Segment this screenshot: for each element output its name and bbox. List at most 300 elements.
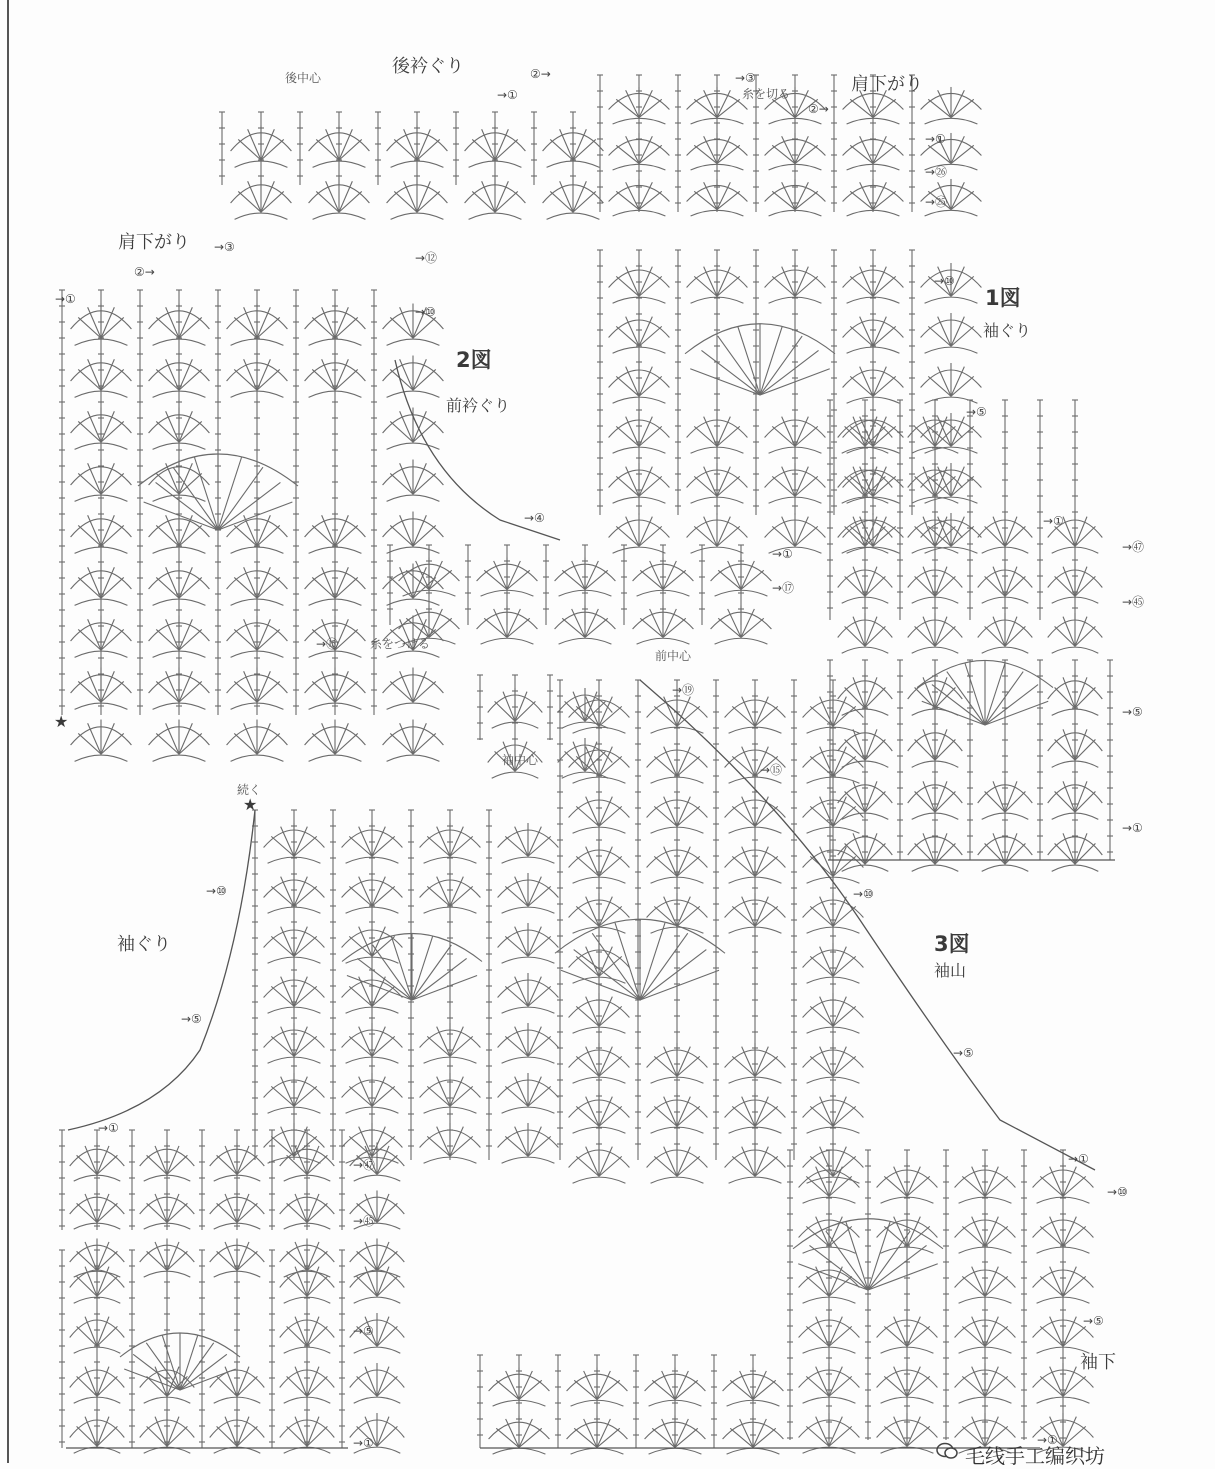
stitch-stroke bbox=[962, 1276, 985, 1296]
stitch-stroke bbox=[616, 326, 639, 346]
stitch-stroke bbox=[755, 856, 778, 876]
stitch-stroke bbox=[865, 687, 885, 708]
stitch-column bbox=[674, 680, 680, 1160]
stitch-stroke bbox=[677, 1156, 700, 1176]
stitch-column bbox=[252, 810, 258, 1160]
row-number: →⑮ bbox=[760, 763, 783, 777]
stitch-stroke bbox=[884, 1426, 907, 1446]
stitch-column bbox=[621, 545, 627, 625]
stitch-column bbox=[831, 250, 837, 515]
stitch-stroke bbox=[496, 1380, 519, 1399]
stitch-column bbox=[339, 1250, 345, 1448]
stitch-stroke bbox=[1063, 1376, 1086, 1396]
stitch-stroke bbox=[294, 836, 317, 856]
stitch-stroke bbox=[271, 986, 294, 1006]
stitch-column bbox=[129, 1130, 135, 1230]
stitch-stroke bbox=[599, 1056, 622, 1076]
label-attach-yarn: 糸をつける bbox=[370, 637, 431, 651]
stitch-stroke bbox=[1055, 576, 1075, 596]
stitch-column bbox=[465, 545, 471, 625]
stitch-stroke bbox=[237, 1426, 257, 1446]
stitch-column bbox=[967, 660, 973, 860]
stitch-stroke bbox=[257, 629, 280, 650]
chain-arc bbox=[925, 297, 978, 303]
stitch-stroke bbox=[732, 856, 755, 876]
stitch-stroke bbox=[77, 1376, 97, 1396]
chain-arc bbox=[649, 1448, 702, 1454]
stitch-column bbox=[516, 1355, 522, 1448]
stitch-stroke bbox=[576, 856, 599, 876]
chain-arc bbox=[354, 1297, 401, 1303]
stitch-stroke bbox=[694, 99, 717, 117]
stitch-stroke bbox=[261, 191, 284, 212]
stitch-stroke bbox=[307, 1251, 327, 1270]
stitch-stroke bbox=[985, 685, 1038, 725]
stitch-stroke bbox=[985, 1226, 1008, 1246]
stitch-stroke bbox=[417, 191, 440, 212]
stitch-stroke bbox=[690, 369, 760, 395]
stitch-stroke bbox=[377, 1326, 397, 1346]
stitch-stroke bbox=[97, 1155, 117, 1174]
stitch-stroke bbox=[985, 701, 1048, 725]
fan-motif bbox=[227, 720, 288, 762]
stitch-stroke bbox=[597, 1428, 620, 1447]
stitch-stroke bbox=[795, 426, 818, 446]
fan-motif bbox=[350, 1363, 405, 1403]
stitch-stroke bbox=[429, 618, 452, 637]
stitch-stroke bbox=[294, 986, 317, 1006]
stitch-stroke bbox=[357, 958, 412, 1000]
stitch-stroke bbox=[271, 1086, 294, 1106]
row-number: →① bbox=[772, 547, 793, 561]
stitch-column bbox=[831, 75, 837, 212]
stitch-stroke bbox=[101, 421, 124, 442]
stitch-column bbox=[636, 250, 642, 515]
stitch-stroke bbox=[730, 1428, 753, 1447]
stitch-column bbox=[636, 75, 642, 212]
label-continue: 続く bbox=[237, 783, 262, 797]
stitch-stroke bbox=[741, 570, 764, 589]
stitch-stroke bbox=[156, 577, 179, 598]
stitch-stroke bbox=[217, 1376, 237, 1396]
stitch-stroke bbox=[179, 421, 202, 442]
stitch-stroke bbox=[528, 1136, 551, 1156]
stitch-stroke bbox=[928, 376, 951, 396]
stitch-stroke bbox=[985, 1276, 1008, 1296]
stitch-stroke bbox=[97, 1251, 117, 1270]
fan-motif bbox=[383, 356, 444, 398]
stitch-stroke bbox=[1075, 843, 1095, 864]
stitch-column bbox=[269, 1250, 275, 1448]
stitch-stroke bbox=[806, 1426, 829, 1446]
fan-motif bbox=[498, 1073, 559, 1113]
stitch-column bbox=[675, 75, 681, 212]
stitch-stroke bbox=[962, 1376, 985, 1396]
row-number: →⑩ bbox=[1107, 1185, 1128, 1199]
label-underarm: 袖下 bbox=[1080, 1352, 1116, 1373]
stitch-column bbox=[791, 680, 797, 1160]
stitch-stroke bbox=[573, 139, 596, 160]
stitch-stroke bbox=[97, 1326, 117, 1346]
stitch-stroke bbox=[238, 191, 261, 212]
stitch-stroke bbox=[179, 681, 202, 702]
fan-motif bbox=[498, 1123, 559, 1163]
row-number: →⑰ bbox=[772, 581, 795, 595]
stitch-stroke bbox=[427, 1086, 450, 1106]
stitch-stroke bbox=[907, 1326, 930, 1346]
stitch-stroke bbox=[616, 426, 639, 446]
stitch-stroke bbox=[294, 1086, 317, 1106]
stitch-stroke bbox=[271, 836, 294, 856]
stitch-stroke bbox=[755, 706, 778, 726]
chain-arc bbox=[727, 1448, 780, 1454]
chain-arc bbox=[502, 1057, 555, 1063]
stitch-stroke bbox=[985, 843, 1005, 864]
stitch-stroke bbox=[312, 525, 335, 546]
stitch-column bbox=[304, 1250, 310, 1448]
fan-motif bbox=[383, 408, 444, 450]
stitch-stroke bbox=[717, 145, 740, 163]
stitch-stroke bbox=[806, 1376, 829, 1396]
stitch-stroke bbox=[640, 970, 719, 1000]
label-sleeve-center: 袖中心 bbox=[502, 753, 539, 767]
stitch-stroke bbox=[985, 1176, 1008, 1196]
stitch-stroke bbox=[616, 476, 639, 496]
label-shoulder-decrease-1: 肩下がり bbox=[851, 74, 923, 95]
stitch-column bbox=[870, 75, 876, 212]
stitch-stroke bbox=[156, 733, 179, 754]
row-number: →㊼ bbox=[353, 1158, 376, 1172]
stitch-stroke bbox=[652, 1428, 675, 1447]
stitch-stroke bbox=[180, 1343, 214, 1390]
stitch-stroke bbox=[640, 618, 663, 637]
row-number: →⑩ bbox=[853, 887, 874, 901]
stitch-stroke bbox=[962, 1176, 985, 1196]
stitch-stroke bbox=[372, 836, 395, 856]
stitch-stroke bbox=[738, 327, 760, 395]
stitch-stroke bbox=[147, 1251, 167, 1270]
stitch-stroke bbox=[562, 570, 585, 589]
chain-arc bbox=[637, 638, 690, 644]
stitch-stroke bbox=[234, 369, 257, 390]
stitch-stroke bbox=[1075, 626, 1095, 646]
stitch-stroke bbox=[307, 1276, 327, 1296]
chain-arc bbox=[493, 1448, 546, 1454]
row-number: →⑫ bbox=[415, 251, 438, 265]
stitch-stroke bbox=[237, 1203, 257, 1222]
fan-motif bbox=[350, 1263, 405, 1303]
stitch-stroke bbox=[585, 570, 608, 589]
row-number: ②→ bbox=[530, 67, 551, 81]
stitch-stroke bbox=[162, 1336, 180, 1390]
stitch-stroke bbox=[357, 1376, 377, 1396]
stitch-stroke bbox=[1055, 687, 1075, 708]
stitch-column bbox=[597, 250, 603, 515]
stitch-stroke bbox=[496, 1428, 519, 1447]
stitch-column bbox=[199, 1250, 205, 1448]
stitch-stroke bbox=[550, 191, 573, 212]
stitch-stroke bbox=[450, 1086, 473, 1106]
stitch-stroke bbox=[294, 886, 317, 906]
stitch-stroke bbox=[528, 986, 551, 1006]
stitch-stroke bbox=[412, 945, 451, 1000]
chain-arc bbox=[75, 755, 128, 761]
stitch-stroke bbox=[349, 886, 372, 906]
stitch-stroke bbox=[868, 1245, 927, 1290]
stitch-stroke bbox=[846, 1222, 868, 1290]
stitch-stroke bbox=[1063, 1226, 1086, 1246]
chain-arc bbox=[387, 703, 440, 709]
stitch-stroke bbox=[390, 317, 413, 338]
chart-edge bbox=[68, 810, 255, 1130]
stitch-stroke bbox=[639, 99, 662, 117]
stitch-stroke bbox=[755, 1156, 778, 1176]
stitch-stroke bbox=[654, 906, 677, 926]
stitch-stroke bbox=[962, 1226, 985, 1246]
stitch-stroke bbox=[795, 276, 818, 296]
stitch-stroke bbox=[677, 906, 700, 926]
stitch-stroke bbox=[179, 733, 202, 754]
stitch-stroke bbox=[951, 145, 974, 163]
stitch-column bbox=[453, 112, 459, 185]
stitch-stroke bbox=[316, 191, 339, 212]
chain-arc bbox=[925, 347, 978, 353]
pineapple-fan bbox=[342, 934, 482, 1001]
stitch-column bbox=[477, 1355, 483, 1448]
stitch-stroke bbox=[865, 791, 885, 812]
stitch-column bbox=[59, 1130, 65, 1230]
stitch-stroke bbox=[1055, 626, 1075, 646]
stitch-stroke bbox=[237, 1251, 257, 1270]
stitch-stroke bbox=[576, 1156, 599, 1176]
stitch-stroke bbox=[772, 426, 795, 446]
stitch-column bbox=[547, 675, 553, 740]
stitch-stroke bbox=[97, 1276, 117, 1296]
stitch-column bbox=[792, 75, 798, 212]
stitch-stroke bbox=[951, 326, 974, 346]
chain-arc bbox=[354, 1175, 401, 1181]
fan-motif bbox=[921, 87, 982, 124]
label-front-center: 前中心 bbox=[655, 649, 692, 663]
stitch-column bbox=[375, 112, 381, 185]
stitch-stroke bbox=[237, 1155, 257, 1174]
stitch-stroke bbox=[935, 791, 955, 812]
stitch-stroke bbox=[732, 1106, 755, 1126]
fan-motif bbox=[149, 720, 210, 762]
chain-arc bbox=[502, 1157, 555, 1163]
row-number: →⑤ bbox=[1083, 1314, 1104, 1328]
stitch-stroke bbox=[599, 1006, 622, 1026]
stitch-stroke bbox=[833, 1006, 856, 1026]
fan-motif bbox=[383, 460, 444, 502]
chain-arc bbox=[729, 1177, 782, 1183]
figure-2-title: 2図 bbox=[456, 348, 492, 372]
stitch-stroke bbox=[616, 276, 639, 296]
fan-motif bbox=[609, 513, 670, 553]
stitch-stroke bbox=[760, 327, 782, 395]
row-number: →⑩ bbox=[415, 305, 436, 319]
row-number: →① bbox=[1043, 514, 1064, 528]
stitch-stroke bbox=[101, 577, 124, 598]
stitch-column bbox=[897, 660, 903, 860]
stitch-stroke bbox=[1005, 843, 1025, 864]
stitch-stroke bbox=[505, 1136, 528, 1156]
wechat-icon bbox=[936, 1442, 958, 1460]
stitch-stroke bbox=[101, 369, 124, 390]
stitch-stroke bbox=[829, 1326, 852, 1346]
stitch-stroke bbox=[156, 629, 179, 650]
stitch-column bbox=[1037, 400, 1043, 620]
stitch-stroke bbox=[1040, 1276, 1063, 1296]
chain-arc bbox=[842, 647, 889, 653]
stitch-stroke bbox=[599, 806, 622, 826]
stitch-stroke bbox=[372, 886, 395, 906]
label-shoulder-decrease-2: 肩下がり bbox=[118, 232, 190, 253]
stitch-stroke bbox=[528, 1086, 551, 1106]
stitch-stroke bbox=[868, 1231, 910, 1290]
row-number: →⑤ bbox=[1122, 705, 1143, 719]
stitch-stroke bbox=[78, 577, 101, 598]
stitch-stroke bbox=[427, 886, 450, 906]
chain-arc bbox=[387, 495, 440, 501]
stitch-stroke bbox=[167, 1426, 187, 1446]
stitch-stroke bbox=[1005, 526, 1025, 546]
chain-arc bbox=[153, 755, 206, 761]
stitch-stroke bbox=[795, 526, 818, 546]
stitch-stroke bbox=[507, 570, 530, 589]
stitch-stroke bbox=[772, 99, 795, 117]
stitch-stroke bbox=[78, 421, 101, 442]
stitch-stroke bbox=[413, 369, 436, 390]
stitch-stroke bbox=[147, 1376, 167, 1396]
stitch-stroke bbox=[833, 1056, 856, 1076]
stitch-stroke bbox=[1005, 626, 1025, 646]
stitch-stroke bbox=[377, 1376, 397, 1396]
stitch-stroke bbox=[484, 618, 507, 637]
stitch-stroke bbox=[167, 1155, 187, 1174]
stitch-stroke bbox=[985, 1326, 1008, 1346]
stitch-stroke bbox=[753, 1428, 776, 1447]
stitch-stroke bbox=[257, 681, 280, 702]
stitch-stroke bbox=[167, 1203, 187, 1222]
stitch-stroke bbox=[639, 526, 662, 546]
stitch-stroke bbox=[307, 1326, 327, 1346]
stitch-stroke bbox=[795, 476, 818, 496]
stitch-stroke bbox=[907, 1176, 930, 1196]
stitch-stroke bbox=[390, 525, 413, 546]
stitch-stroke bbox=[78, 473, 101, 494]
chain-arc bbox=[982, 865, 1029, 871]
stitch-stroke bbox=[390, 577, 413, 598]
chain-arc bbox=[502, 1107, 555, 1113]
stitch-stroke bbox=[287, 1203, 307, 1222]
chain-arc bbox=[912, 647, 959, 653]
stitch-stroke bbox=[915, 739, 935, 760]
stitch-stroke bbox=[413, 733, 436, 754]
stitch-column bbox=[297, 112, 303, 185]
stitch-column bbox=[633, 1355, 639, 1448]
stitch-column bbox=[94, 1250, 100, 1448]
stitch-stroke bbox=[639, 376, 662, 396]
stitch-stroke bbox=[694, 276, 717, 296]
stitch-stroke bbox=[574, 1428, 597, 1447]
stitch-stroke bbox=[349, 1036, 372, 1056]
stitch-stroke bbox=[616, 145, 639, 163]
stitch-stroke bbox=[732, 806, 755, 826]
stitch-column bbox=[752, 680, 758, 1160]
stitch-stroke bbox=[810, 1056, 833, 1076]
stitch-stroke bbox=[335, 577, 358, 598]
row-number: →① bbox=[1068, 1152, 1089, 1166]
stitch-stroke bbox=[639, 476, 662, 496]
stitch-stroke bbox=[833, 956, 856, 976]
stitch-stroke bbox=[257, 577, 280, 598]
stitch-column bbox=[492, 112, 498, 185]
stitch-column bbox=[512, 675, 518, 740]
stitch-stroke bbox=[865, 843, 885, 864]
stitch-stroke bbox=[234, 577, 257, 598]
stitch-stroke bbox=[412, 936, 433, 1000]
stitch-column bbox=[897, 400, 903, 620]
stitch-stroke bbox=[985, 576, 1005, 596]
stitch-stroke bbox=[809, 1245, 868, 1290]
stitch-stroke bbox=[962, 1326, 985, 1346]
stitch-stroke bbox=[156, 421, 179, 442]
stitch-stroke bbox=[427, 836, 450, 856]
stitch-stroke bbox=[915, 626, 935, 646]
stitch-stroke bbox=[1055, 739, 1075, 760]
stitch-stroke bbox=[1055, 791, 1075, 812]
stitch-stroke bbox=[335, 733, 358, 754]
stitch-stroke bbox=[865, 626, 885, 646]
stitch-column bbox=[408, 810, 414, 1160]
stitch-column bbox=[1072, 400, 1078, 620]
stitch-stroke bbox=[335, 317, 358, 338]
chain-arc bbox=[231, 755, 284, 761]
stitch-stroke bbox=[717, 276, 740, 296]
stitch-stroke bbox=[167, 1251, 187, 1270]
stitch-stroke bbox=[147, 1155, 167, 1174]
stitch-column bbox=[304, 1130, 310, 1230]
stitch-column bbox=[1037, 660, 1043, 860]
stitch-stroke bbox=[654, 756, 677, 776]
stitch-stroke bbox=[257, 369, 280, 390]
stitch-stroke bbox=[394, 139, 417, 160]
stitch-stroke bbox=[718, 618, 741, 637]
stitch-stroke bbox=[133, 1354, 180, 1390]
stitch-stroke bbox=[806, 1276, 829, 1296]
stitch-stroke bbox=[985, 1376, 1008, 1396]
chain-arc bbox=[391, 213, 444, 219]
stitch-stroke bbox=[732, 706, 755, 726]
stitch-stroke bbox=[640, 933, 688, 1000]
stitch-stroke bbox=[951, 376, 974, 396]
star-marker-2: ★ bbox=[243, 795, 258, 814]
stitch-stroke bbox=[753, 1380, 776, 1399]
stitch-column bbox=[750, 1355, 756, 1448]
stitch-stroke bbox=[261, 139, 284, 160]
stitch-stroke bbox=[156, 369, 179, 390]
row-number: →⑤ bbox=[953, 1046, 974, 1060]
stitch-stroke bbox=[1075, 791, 1095, 812]
stitch-stroke bbox=[519, 1428, 542, 1447]
stitch-stroke bbox=[287, 1426, 307, 1446]
chain-arc bbox=[354, 1347, 401, 1353]
stitch-stroke bbox=[97, 1376, 117, 1396]
stitch-stroke bbox=[390, 681, 413, 702]
stitch-stroke bbox=[349, 836, 372, 856]
stitch-stroke bbox=[806, 1326, 829, 1346]
